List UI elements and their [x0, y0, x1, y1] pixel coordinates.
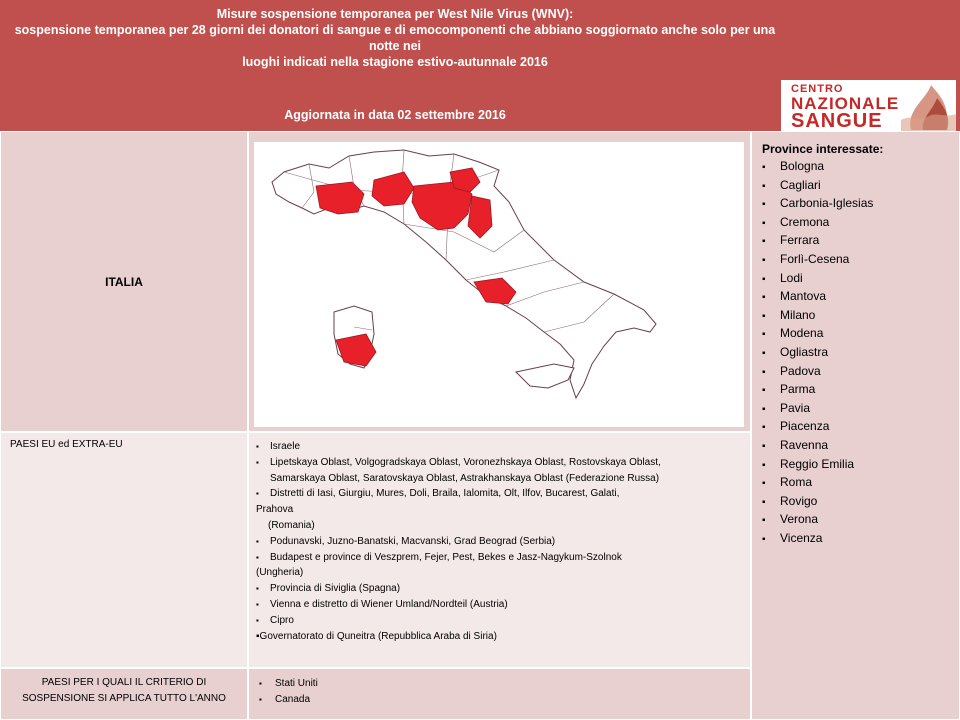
paesi-item	[256, 550, 741, 566]
province-title: Province interessate:	[762, 142, 884, 156]
province-item: ▪ Reggio Emilia	[762, 456, 873, 475]
province-item: ▪ Forlì-Cesena	[762, 251, 873, 270]
paesi-item-text: Israele	[270, 441, 301, 452]
logo-line: NAZIONALE	[791, 94, 900, 113]
italia-map-cell	[248, 131, 751, 432]
centro-nazionale-sangue-logo	[781, 80, 956, 131]
paesi-item-text: Lipetskaya Oblast, Volgogradskaya Oblast, Voronezhskaya Oblast, Rostovskaya Oblast,	[270, 456, 661, 468]
anno-list	[259, 676, 318, 708]
italia-label-cell	[0, 131, 248, 432]
province-item: ▪ Pavia	[762, 400, 873, 419]
italia-label: ITALIA	[105, 275, 143, 289]
paesi-item-text: (Romania)	[268, 519, 315, 531]
province-item: ▪ Vicenza	[762, 530, 873, 549]
update-date: Aggiornata in data 02 settembre 2016	[284, 108, 506, 122]
header-title	[0, 6, 790, 70]
anno-list-cell	[248, 668, 751, 720]
paesi-list-cell	[248, 432, 751, 668]
paesi-item	[256, 486, 741, 502]
province-item: ▪ Cremona	[762, 214, 873, 233]
italy-map-icon	[254, 142, 744, 427]
header-title-line: sospensione temporanea per 28 giorni dei donatori di sangue e di emocomponenti che abbiano soggiornato anche solo per una notte nei	[14, 23, 776, 53]
paesi-item	[256, 597, 741, 613]
paesi-item	[256, 502, 741, 518]
anno-label	[1, 675, 247, 706]
bullet-icon: ▪	[256, 615, 259, 625]
province-item: ▪ Ravenna	[762, 437, 873, 456]
paesi-label: PAESI EU ed EXTRA-EU	[10, 439, 123, 450]
paesi-item	[256, 439, 741, 455]
bullet-icon: ▪	[256, 442, 259, 451]
italia-map-frame	[254, 142, 744, 427]
paesi-item	[256, 581, 741, 597]
province-item: ▪ Parma	[762, 381, 873, 400]
province-item: ▪ Ogliastra	[762, 344, 873, 363]
province-item: ▪ Piacenza	[762, 418, 873, 437]
paesi-item-text: Samarskaya Oblast, Saratovskaya Oblast, Astrakhanskaya Oblast (Federazione Russa)	[270, 472, 660, 484]
header-banner	[0, 0, 960, 131]
province-item: ▪ Bologna	[762, 158, 873, 177]
province-item: ▪ Ferrara	[762, 232, 873, 251]
province-item: ▪ Milano	[762, 307, 873, 326]
logo-text	[791, 83, 899, 131]
bullet-icon: ▪	[256, 536, 259, 546]
anno-label-line: SOSPENSIONE SI APPLICA TUTTO L'ANNO	[22, 692, 226, 704]
paesi-list	[256, 439, 741, 644]
bullet-icon: ▪	[256, 630, 260, 642]
paesi-item-text: Cipro	[270, 614, 294, 626]
bullet-icon: ▪	[256, 584, 259, 594]
paesi-item	[256, 534, 741, 550]
paesi-item	[256, 518, 741, 534]
paesi-label-cell	[0, 432, 248, 668]
bullet-icon: ▪	[259, 695, 262, 704]
anno-item	[259, 692, 318, 708]
anno-item-text: Stati Uniti	[275, 678, 318, 689]
paesi-item-text: Distretti di Iasi, Giurgiu, Mures, Doli, Braila, Ialomita, Olt, Ilfov, Bucarest, Galati,	[270, 488, 620, 500]
logo-line: CENTRO	[791, 83, 844, 95]
province-item: ▪ Mantova	[762, 288, 873, 307]
logo-drop-icon	[901, 80, 956, 131]
bullet-icon: ▪	[256, 599, 259, 609]
anno-item-text: Canada	[275, 694, 311, 705]
province-item: ▪ Carbonia-Iglesias	[762, 195, 873, 214]
province-item: ▪ Lodi	[762, 270, 873, 289]
paesi-item-text: Podunavski, Juzno-Banatski, Macvanski, Grad Beograd (Serbia)	[270, 535, 556, 547]
anno-label-cell	[0, 668, 248, 720]
paesi-item	[256, 629, 741, 645]
header-title-line: Misure sospensione temporanea per West Nile Virus (WNV):	[216, 7, 574, 21]
paesi-item-text: Provincia di Siviglia (Spagna)	[270, 583, 401, 595]
province-item: ▪ Cagliari	[762, 177, 873, 196]
anno-label-line: PAESI PER I QUALI IL CRITERIO DI	[41, 677, 207, 688]
logo-line: SANGUE	[791, 110, 883, 131]
paesi-item-text: Vienna e distretto di Wiener Umland/Nordteil (Austria)	[270, 598, 508, 610]
paesi-item	[256, 565, 741, 581]
paesi-item-text: Prahova	[256, 504, 294, 516]
province-item: ▪ Rovigo	[762, 493, 873, 512]
paesi-item	[256, 613, 741, 629]
province-list	[762, 158, 873, 548]
province-item: ▪ Verona	[762, 511, 873, 530]
province-item: ▪ Roma	[762, 474, 873, 493]
bullet-icon: ▪	[259, 679, 262, 688]
bullet-icon: ▪	[256, 489, 259, 499]
paesi-item-text: Budapest e province di Veszprem, Fejer, Pest, Bekes e Jasz-Nagykum-Szolnok	[270, 551, 622, 563]
paesi-item-text: (Ungheria)	[256, 567, 304, 579]
paesi-item-text: Governatorato di Quneitra (Repubblica Araba di Siria)	[259, 630, 497, 642]
anno-item	[259, 676, 318, 692]
province-item: ▪ Modena	[762, 325, 873, 344]
bullet-icon: ▪	[256, 552, 259, 562]
province-cell	[751, 131, 960, 720]
header-title-line: luoghi indicati nella stagione estivo-autunnale 2016	[242, 55, 548, 69]
bullet-icon: ▪	[256, 457, 259, 467]
province-item: ▪ Padova	[762, 363, 873, 382]
paesi-item	[256, 455, 741, 471]
paesi-item	[256, 471, 741, 487]
